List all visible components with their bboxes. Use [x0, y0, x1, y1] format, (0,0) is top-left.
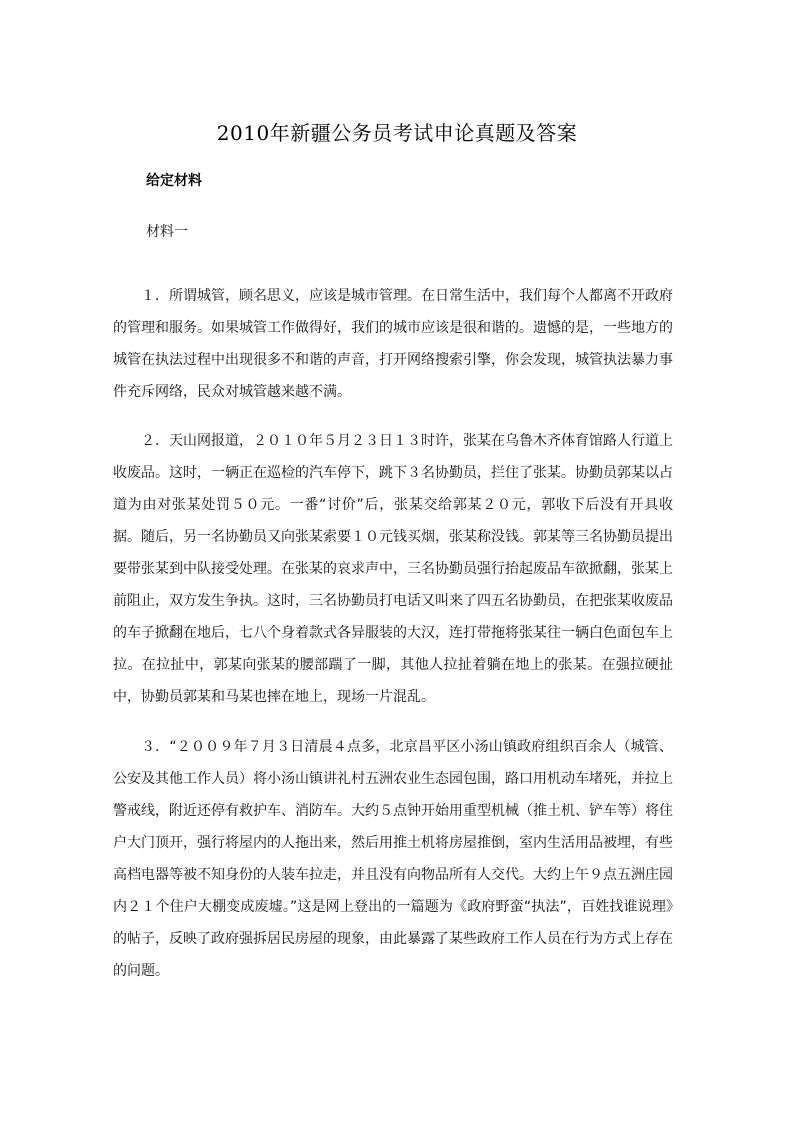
paragraph-3: ３．“２００９年７月３日清晨４点多，北京昌平区小汤山镇政府组织百余人（城管、公安及其他工作人员）将小汤山镇讲礼村五洲农业生态园包围，路口用机动车堵死，并拉上警戒线，附近还停有救护车、消防车。大约５点钟开始用重型机械（推土机、铲车等）将住户大门顶开，强行将屋内的人拖出来，然后用推土机将房屋推倒，室内生活用品被埋，有些高档电器等被不知身份的人装车拉走，并且没有向物品所有人交代。大约上午９点五洲庄园内２１个住户大棚变成废墟。”这是网上登出的一篇题为《政府野蛮“执法”，百姓找谁说理》的帖子，反映了政府强拆居民房屋的现象，由此暴露了某些政府工作人员在行为方式上存在的问题。	[113, 739, 673, 979]
paragraph-2: ２．天山网报道，２０１０年５月２３日１３时许，张某在乌鲁木齐体育馆路人行道上收废品。这时，一辆正在巡检的汽车停下，跳下３名协勤员，拦住了张某。协勤员郭某以占道为由对张某处罚５０元。一番“讨价”后，张某交给郭某２０元，郭收下后没有开具收据。随后，另一名协勤员又向张某索要１０元钱买烟，张某称没钱。郭某等三名协勤员提出要带张某到中队接受处理。在张某的哀求声中，三名协勤员强行抬起废品车欲掀翻，张某上前阻止，双方发生争执。这时，三名协勤员打电话又叫来了四五名协勤员，在把张某收废品的车子掀翻在地后，七八个身着款式各异服装的大汉，连打带拖将张某往一辆白色面包车上拉。在拉扯中，郭某向张某的腰部踹了一脚，其他人拉扯着躺在地上的张某。在强拉硬扯中，协勤员郭某和马某也摔在地上，现场一片混乱。	[113, 433, 673, 705]
document-title: 2010年新疆公务员考试申论真题及答案	[216, 121, 578, 146]
paragraph-1: １．所谓城管，顾名思义，应该是城市管理。在日常生活中，我们每个人都离不开政府的管理和服务。如果城管工作做得好，我们的城市应该是很和谐的。遗憾的是，一些地方的城管在执法过程中出现很多不和谐的声音，打开网络搜索引擎，你会发现，城管执法暴力事件充斥网络，民众对城管越来越不满。	[113, 288, 673, 400]
section-heading: 给定材料	[146, 173, 202, 189]
material-label: 材料一	[146, 224, 188, 240]
